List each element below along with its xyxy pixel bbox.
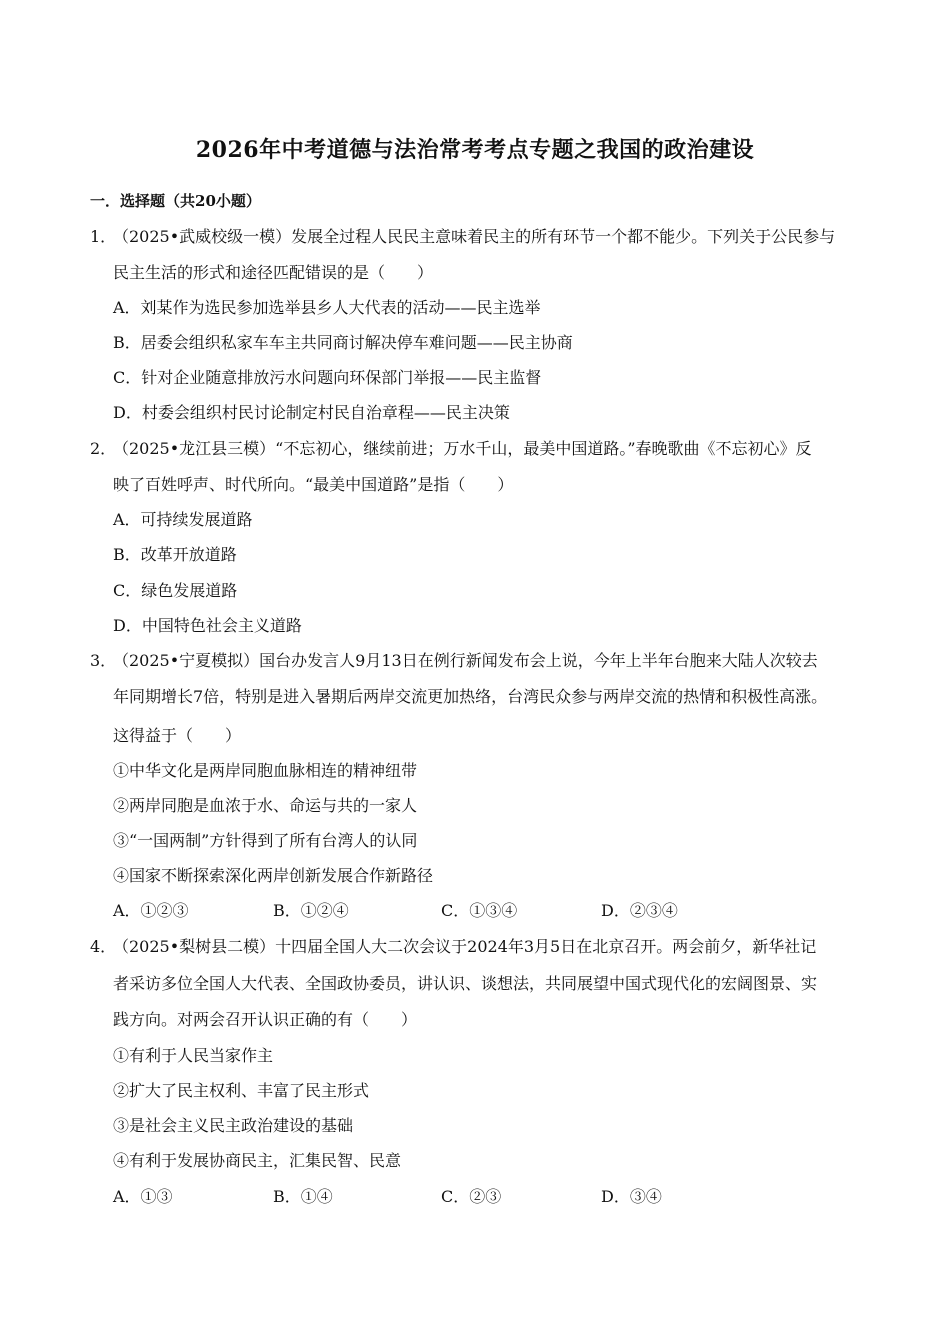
question-number: 2． xyxy=(90,439,117,458)
question-text-line: （2025•宁夏模拟）国台办发言人9月13日在例行新闻发布会上说，今年上半年台胞来大陆人次较去 xyxy=(113,651,818,670)
option-b: B．①②④ xyxy=(273,901,349,920)
option-d: D．中国特色社会主义道路 xyxy=(113,616,302,635)
option-a: A．①③ xyxy=(113,1187,173,1206)
statement-item: ④国家不断探索深化两岸创新发展合作新路径 xyxy=(113,866,434,885)
option-c: C．①③④ xyxy=(441,901,518,920)
question-number: 3． xyxy=(90,651,117,670)
question-text-line: （2025•梨树县二模）十四届全国人大二次会议于2024年3月5日在北京召开。两会前夕，新华社记 xyxy=(113,937,817,956)
option-c: C．绿色发展道路 xyxy=(113,581,238,600)
question-text-line: 映了百姓呼声、时代所向。“最美中国道路”是指（ ） xyxy=(113,475,514,494)
question-text-line: 民主生活的形式和途径匹配错误的是（ ） xyxy=(113,263,434,282)
option-b: B．改革开放道路 xyxy=(113,545,237,564)
question-text-line: （2025•龙江县三模）“不忘初心，继续前进；万水千山，最美中国道路。”春晚歌曲《不忘初心》反 xyxy=(113,439,812,458)
option-a: A．可持续发展道路 xyxy=(113,510,253,529)
page-title: 2026年中考道德与法治常考考点专题之我国的政治建设 xyxy=(195,137,755,163)
question-text-line: 践方向。对两会召开认识正确的有（ ） xyxy=(113,1010,418,1029)
question-text-line: 者采访多位全国人大代表、全国政协委员，讲认识、谈想法，共同展望中国式现代化的宏阔图景、实 xyxy=(113,974,818,993)
statement-item: ③是社会主义民主政治建设的基础 xyxy=(113,1116,354,1135)
option-b: B．①④ xyxy=(273,1187,333,1206)
statement-item: ②两岸同胞是血浓于水、命运与共的一家人 xyxy=(113,796,418,815)
option-c: C．②③ xyxy=(441,1187,502,1206)
statement-item: ③“一国两制”方针得到了所有台湾人的认同 xyxy=(113,831,418,850)
question-text-line: （2025•武威校级一模）发展全过程人民民主意味着民主的所有环节一个都不能少。下列关于公民参与 xyxy=(113,227,836,246)
statement-item: ①有利于人民当家作主 xyxy=(113,1046,274,1065)
option-a: A．①②③ xyxy=(113,901,189,920)
option-d: D．②③④ xyxy=(601,901,678,920)
statement-item: ①中华文化是两岸同胞血脉相连的精神纽带 xyxy=(113,761,418,780)
question-number: 4． xyxy=(90,937,117,956)
option-c: C．针对企业随意排放污水问题向环保部门举报——民主监督 xyxy=(113,368,542,387)
option-b: B．居委会组织私家车车主共同商讨解决停车难问题——民主协商 xyxy=(113,333,573,352)
option-a: A．刘某作为选民参加选举县乡人大代表的活动——民主选举 xyxy=(113,298,541,317)
section-heading: 一．选择题（共20小题） xyxy=(90,192,261,210)
question-text-line: 这得益于（ ） xyxy=(113,726,242,745)
statement-item: ④有利于发展协商民主，汇集民智、民意 xyxy=(113,1151,402,1170)
option-d: D．村委会组织村民讨论制定村民自治章程——民主决策 xyxy=(113,403,510,422)
question-text-line: 年同期增长7倍，特别是进入暑期后两岸交流更加热络，台湾民众参与两岸交流的热情和积极性高涨。 xyxy=(113,687,828,706)
option-d: D．③④ xyxy=(601,1187,662,1206)
question-number: 1． xyxy=(90,227,117,246)
statement-item: ②扩大了民主权利、丰富了民主形式 xyxy=(113,1081,370,1100)
